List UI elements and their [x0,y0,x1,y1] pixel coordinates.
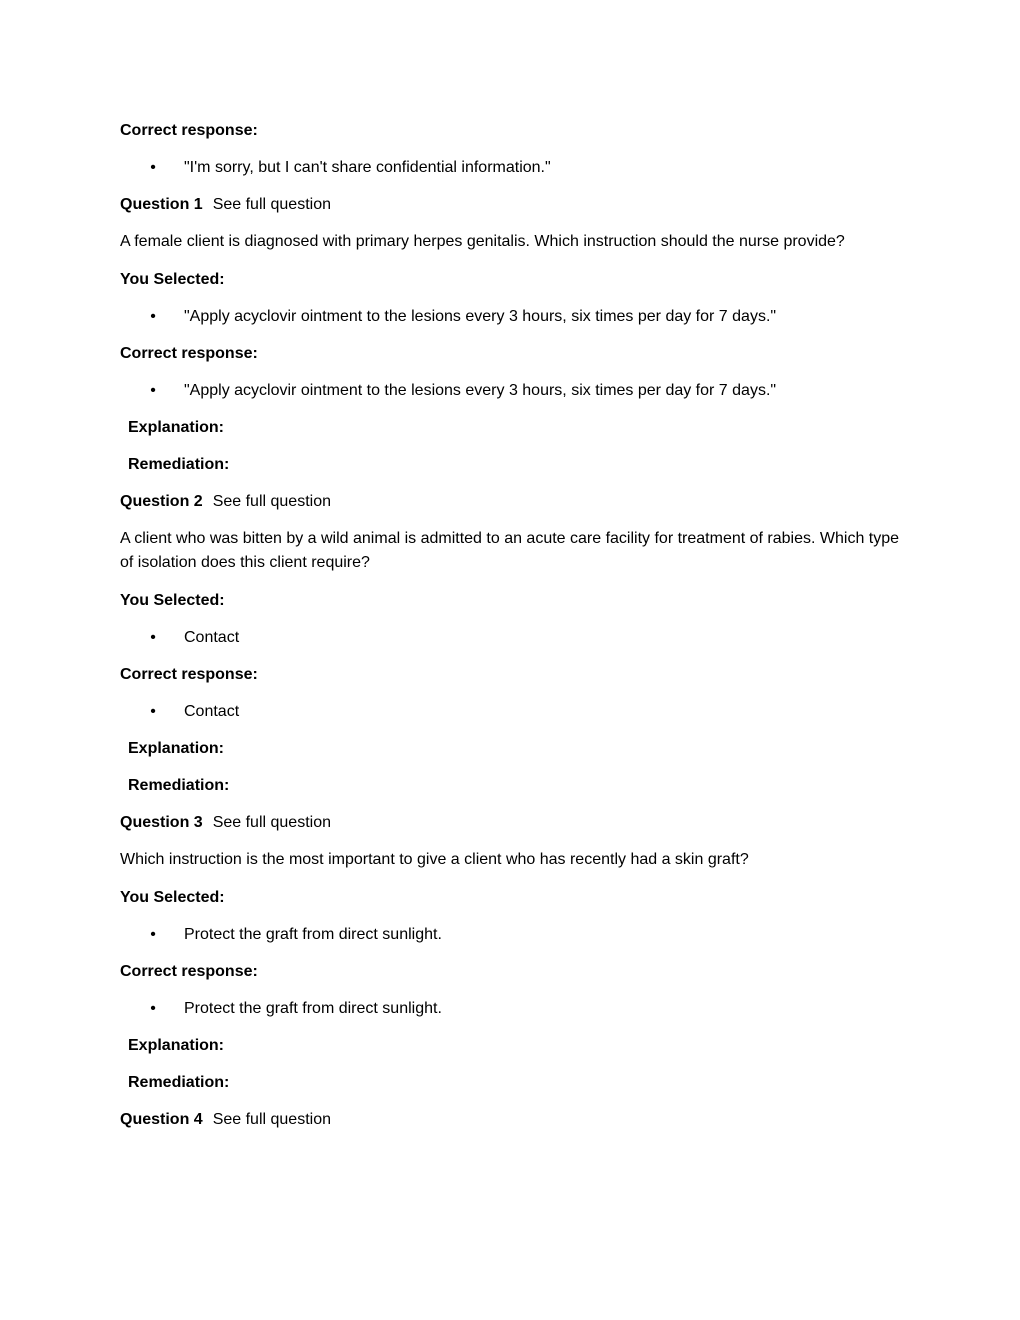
see-full-question-link[interactable]: See full question [212,1111,331,1128]
see-full-question-link[interactable]: See full question [212,493,331,510]
bullet-icon: • [150,703,156,720]
question-title: Question 4 [120,1111,203,1128]
remediation-label: Remediation: [128,777,230,794]
see-full-question-link[interactable]: See full question [212,196,331,213]
selected-answer-text: Contact [184,629,240,646]
bullet-icon: • [150,1000,156,1017]
remediation-label: Remediation: [128,1074,230,1091]
question-title: Question 2 [120,493,203,510]
explanation-label: Explanation: [128,1037,225,1054]
question-header [120,1108,900,1132]
you-selected-label: You Selected: [120,592,225,609]
results-document [120,119,900,1145]
explanation-label: Explanation: [128,740,225,757]
selected-answer-text: Protect the graft from direct sunlight. [184,926,442,943]
correct-response-text: "Apply acyclovir ointment to the lesions every 3 hours, six times per day for 7 days." [184,382,777,399]
correct-response-text: Contact [184,703,240,720]
question-text: A female client is diagnosed with primary herpes genitalis. Which instruction should the nurse provide? [120,233,845,250]
correct-response-text: "I'm sorry, but I can't share confidential information." [184,159,551,176]
you-selected-label: You Selected: [120,889,225,906]
bullet-icon: • [150,308,156,325]
question-text: A client who was bitten by a wild animal is admitted to an acute care facility for treatment of rabies. Which type of isolation does this client require? [120,530,900,571]
bullet-icon: • [150,382,156,399]
bullet-icon: • [150,629,156,646]
correct-response-label: Correct response: [120,963,258,980]
correct-response-item [120,379,900,403]
you-selected-label: You Selected: [120,271,225,288]
question-header [120,193,900,217]
question-title: Question 3 [120,814,203,831]
correct-response-label: Correct response: [120,122,258,139]
correct-response-item [120,156,900,180]
selected-answer-item [120,923,900,947]
correct-response-item [120,997,900,1021]
bullet-icon: • [150,159,156,176]
selected-answer-item [120,626,900,650]
see-full-question-link[interactable]: See full question [212,814,331,831]
selected-answer-text: "Apply acyclovir ointment to the lesions every 3 hours, six times per day for 7 days." [184,308,777,325]
selected-answer-item [120,305,900,329]
question-header [120,490,900,514]
correct-response-text: Protect the graft from direct sunlight. [184,1000,442,1017]
correct-response-label: Correct response: [120,345,258,362]
question-title: Question 1 [120,196,203,213]
explanation-label: Explanation: [128,419,225,436]
correct-response-item [120,700,900,724]
question-text: Which instruction is the most important to give a client who has recently had a skin graft? [120,851,749,868]
correct-response-label: Correct response: [120,666,258,683]
bullet-icon: • [150,926,156,943]
remediation-label: Remediation: [128,456,230,473]
question-header [120,811,900,835]
